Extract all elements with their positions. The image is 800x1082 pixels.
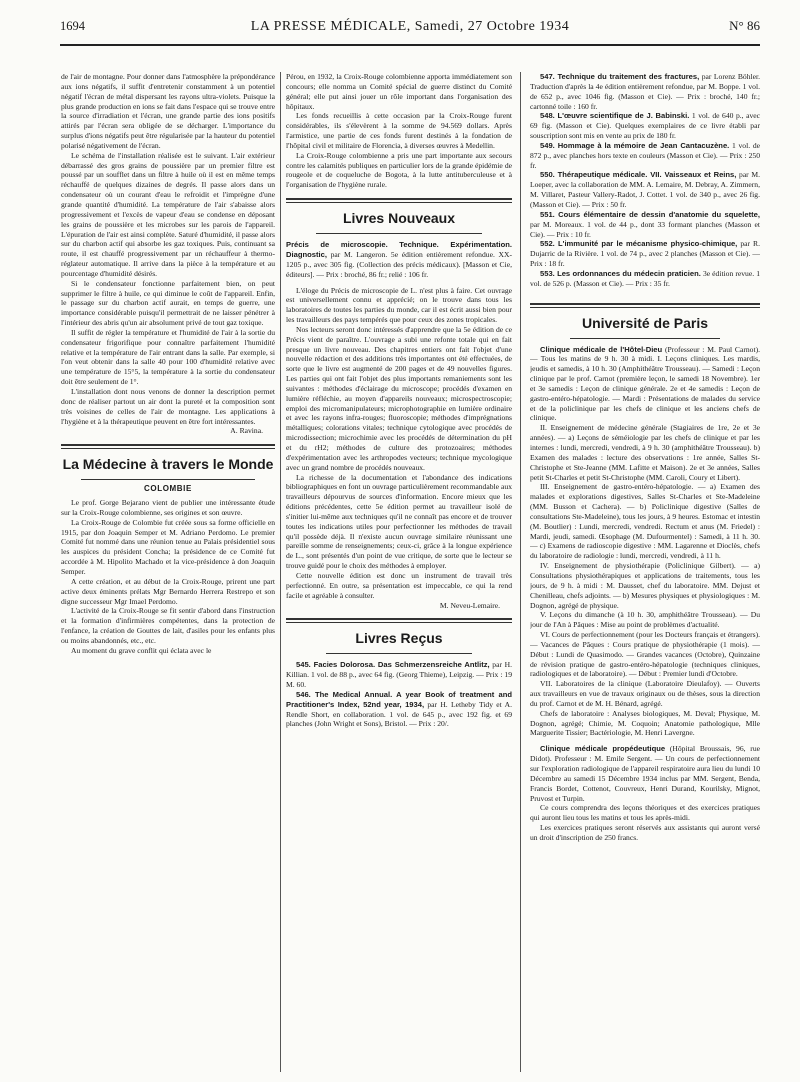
paragraph: IV. Enseignement de physiothérapie (Policlinique Gilbert). — a) Consultations physiothérapiques et applications de traitements, tous les jours, de 9 h. à midi : M. Dausset, chef du laboratoire. MM. Dejust et Chenilleau, chefs adjoints. — b) Mesures physiques et physiologiques : M. Dognon, agrégé de physique. bbox=[530, 561, 760, 610]
section-heading-livres-nouveaux: Livres Nouveaux bbox=[342, 210, 456, 227]
clinic-entry-hotel-dieu: Clinique médicale de l'Hôtel-Dieu (Professeur : M. Paul Carnot). — Tous les matins de 9 h. 30 à midi. I. Leçons cliniques. Les mardis, jeudis et samedis, à 10 h. 30 (Amphithéâtre Trousseau). — Samedi : Leçon clinique par le prof. Carnot (première leçon, le samedi 18 Novembre). 1er et 3e samedis : Leçon de clinique générale. 2e et 4e samedis : Leçon de gastro-entéro-hépatologie. — Mardi : Présentations de malades du service et de la policlinique par les chefs de clinique et les anciens chefs de clinique. bbox=[530, 344, 760, 423]
page-header bbox=[60, 18, 760, 40]
section-rule bbox=[530, 303, 760, 308]
paragraph: L'activité de la Croix-Rouge se fit sentir d'abord dans l'instruction et la formation d'infirmières compétentes, dans la protection de l'enfance, la création de Gouttes de lait, d'asiles pour les enfants plus ou moins abandonnés, etc., etc. bbox=[61, 606, 275, 645]
issue-number: N° 86 bbox=[729, 18, 760, 33]
heading-rule bbox=[570, 338, 720, 339]
paragraph: Ce cours comprendra des leçons théoriques et des exercices pratiques qui auront lieu tous les matins et tous les après-midi. bbox=[530, 803, 760, 823]
received-book-553: 553. Les ordonnances du médecin praticien. 3e édition revue. 1 vol. de 526 p. (Masson et Cie). — Prix : 35 fr. bbox=[530, 268, 760, 288]
paragraph: Il suffit de régler la température et l'humidité de l'air à la sortie du condensateur frigorifique pour connaître parfaitement l'humidité relative et la température de l'air entrant dans la salle. Par exemple, si l'on veut obtenir dans la salle 40 pour 100 d'humidité relative avec une température de 15°5, la température à la sortie du condensateur doit être seulement de 1°. bbox=[61, 327, 275, 387]
paragraph: III. Enseignement de gastro-entéro-hépatologie. — a) Examen des malades et explorations digestives, Salles St-Charles et Ste-Madeleine (MM. Busson et Cachera). — b) Policlinique digestive (Salles de consultations Ste-Madeleine), tous les jours, à 9 heures. Estomac et intestin (M. Boutlier) : Lundi, mercredi, vendredi. Rectum et anus (M. Friedel) : Mardi, jeudi, samedi. Œsophage (M. Dufourmentel) : Samedi, à 11 h. 30. — c) Examens de radioscopie digestive : MM. Lagarenne et Dioclès, chefs du laboratoire de radiologie : lundi, mercredi, vendredi, à 11 h. bbox=[530, 482, 760, 561]
column-3 bbox=[530, 72, 760, 1072]
paragraph: A cette création, et au début de la Croix-Rouge, prirent une part active deux éminents prélats Mgr Bernardo Herrera Restrepo et son digne successeur Mgr Imael Perdomo. bbox=[61, 576, 275, 606]
column-divider bbox=[520, 72, 521, 1072]
journal-title: LA PRESSE MÉDICALE, Samedi, 27 Octobre 1934 bbox=[250, 19, 570, 34]
received-book-549: 549. Hommage à la mémoire de Jean Cantacuzène. 1 vol. de 872 p., avec planches hors texte en couleurs (Masson et Cie). — Prix : 250 fr. bbox=[530, 140, 760, 170]
paragraph: V. Leçons du dimanche (à 10 h. 30, amphithéâtre Trousseau). — Du jour de l'An à Pâques : Mise au point de problèmes d'actualité. bbox=[530, 610, 760, 630]
section-heading-universite: Université de Paris bbox=[581, 314, 709, 331]
received-book-545: 545. Facies Dolorosa. Das Schmerzensreiche Antlitz, par H. Killian. 1 vol. de 88 p., avec 64 fig. (Georg Thieme), Leipzig. — Prix : 19 M. 60. bbox=[286, 660, 512, 690]
heading-rule bbox=[326, 653, 472, 654]
clinic-entry-propedeutique: Clinique médicale propédeutique (Hôpital Broussais, 96, rue Didot). Professeur : M. Emile Sergent. — Un cours de perfectionnement sur l'exploration radiologique de l'appareil respiratoire aura lieu du lundi 10 Décembre au samedi 15 Décembre 1934 inclus par MM. Sergent, Benda, Francis Bordet, Cottenot, Couvreux, Henri Durand, Kourilsky, Mignot, Pruvost et Turpin. bbox=[530, 744, 760, 803]
subheading-colombie: COLOMBIE bbox=[144, 484, 192, 494]
received-book-546: 546. The Medical Annual. A year Book of treatment and Practitioner's Index, 52nd year, 1934, par H. Letheby Tidy et A. Rendle Short, en collaboration. 1 vol. de 645 p., avec 192 fig. et 69 planches (John Wright et Sons), Bristol. — Prix : 20/. bbox=[286, 689, 512, 729]
section-heading-livres-recus: Livres Reçus bbox=[355, 630, 443, 647]
paragraph: Chefs de laboratoire : Analyses biologiques, M. Deval; Physique, M. Dognon, agrégé; Chimie, M. Coquoin; Anatomie pathologique, Mlle Marguerite Tissier; Bactériologie, M. Henri Lavergne. bbox=[530, 708, 760, 738]
clinic-title: Clinique médicale propédeutique bbox=[540, 744, 666, 754]
paragraph: Le prof. Gorge Bejarano vient de publier une intéressante étude sur la Croix-Rouge colombienne, ses origines et son œuvre. bbox=[61, 498, 275, 517]
section-rule bbox=[286, 618, 512, 623]
section-rule bbox=[286, 198, 512, 203]
paragraph: de l'air de montagne. Pour donner dans l'atmosphère la prépondérance aux ions négatifs, il suffit d'entretenir constamment à un potentiel négatif l'écran de métal dispersant les rayons ultra-violets. Puisque la plus grande production en ions se fait dans l'espace qui se trouve entre la source d'irradiation et l'écran, une grande partie des ions positifs attirés par l'écran sera obligée de se décharger. L'importance du surplus d'ions négatifs peut être régularisée par la hauteur du potentiel polarisé négativement de l'écran. bbox=[61, 72, 275, 150]
column-divider bbox=[280, 72, 281, 1072]
paragraph: Le schéma de l'installation réalisée est le suivant. L'air extérieur débarrassé des gros grains de poussière par un premier filtre est poussé par un soufflet dans un filtre à huile où il est en même temps réchauffé de quelques dizaines de degrés. Il passe alors dans un condensateur où un courant d'eau le refroidit et l'imprègne d'une grande quantité d'humidité. La température de l'air s'abaisse alors progressivement et l'excès de vapeur d'eau se condense en déposant les grains de poussière et les microbes sur les parois de l'appareil. L'épuration de l'air est ainsi complète. Saturé d'humidité, il passe alors sur du charbon actif qui absorbe les gaz toxiques. Puis, continuant sa route, il est chauffé progressivement par un réchauffeur à thermo-réglateur automatique. Il arrive dans la pièce à la température et au pourcentage d'humidité désirés. bbox=[61, 150, 275, 278]
paragraph: Cette nouvelle édition est donc un instrument de travail très perfectionné. En outre, sa présentation est impeccable, ce qui la rend facile et agréable à consulter. bbox=[286, 570, 512, 600]
received-book-547: 547. Technique du traitement des fractures, par Lorenz Böhler. Traduction d'après la 4e édition entièrement refondue, par M. Boppe. 1 vol. de 652 p., avec 1046 fig. (Masson et Cie). — Prix : broché, 140 fr.; cartonné toile : 160 fr. bbox=[530, 72, 760, 111]
paragraph: La Croix-Rouge colombienne a pris une part importante aux secours contre les calamités publiques en particulier lors de la grande épidémie de rougeole et de coqueluche de Bogota, à la lutte antituberculeuse et à l'organisation de l'hygiène rurale. bbox=[286, 150, 512, 190]
paragraph: Au moment du grave conflit qui éclata avec le bbox=[71, 645, 212, 655]
book-entry bbox=[286, 240, 512, 279]
page-number: 1694 bbox=[60, 19, 85, 33]
paragraph: VII. Laboratoires de la clinique (Laboratoire Dieulafoy). — Ouverts aux travailleurs en vue de travaux originaux ou de thèses, sous la direction du prof. Carnot et de M. H. Bénard, agrégé. bbox=[530, 679, 760, 708]
received-book-548: 548. L'œuvre scientifique de J. Babinski. 1 vol. de 640 p., avec 69 fig. (Masson et Cie). Quelques exemplaires de ce livre établi par souscription sont mis en vente au prix de 180 fr. bbox=[530, 111, 760, 141]
column-2 bbox=[286, 72, 512, 1072]
paragraph: Si le condensateur fonctionne parfaitement bien, on peut supprimer le filtre à huile, ce qui diminue le coût de l'appareil. Enfin, le passage sur du charbon actif aurait, en temps de guerre, une importance considérable puisqu'il permettrait de ne laisser pénétrer à l'intérieur des abris qu'un air absolument privé de tout gaz toxique. bbox=[61, 278, 275, 328]
paragraph: La richesse de la documentation et l'abondance des indications bibliographiques en font un ouvrage particulièrement recommandable aux travailleurs dépourvus de sources d'information. Encore mieux que les éditions précédentes, cette 5e édition permet au travailleur isolé de s'initier lui-même aux techniques qu'il ne connaît pas encore et de trouver toutes les indications utiles pour perfectionner les méthodes de travail qu'il possède déjà. Il n'existe aucun ouvrage similaire réunissant une pareille somme de renseignements; ceux-ci, grâce à la longue expérience de L., sont présentés d'un point de vue critique, de sorte que le lecteur se trouve guidé pour le choix des méthodes à employer. bbox=[286, 472, 512, 571]
received-book-550: 550. Thérapeutique médicale. VII. Vaisseaux et Reins, par M. Loeper, avec la collaboration de MM. A. Lemaire, M. Debray, A. Zimmern, M. Villaret, Pasteur Vallery-Radot, J. Cottet. 1 vol. de 340 p., avec 26 fig. (Masson et Cie). — Prix : 50 fr. bbox=[530, 170, 760, 209]
column-1 bbox=[61, 72, 275, 1072]
heading-rule bbox=[81, 479, 255, 480]
section-heading-medecine: La Médecine à travers le Monde bbox=[62, 456, 274, 473]
clinic-title: Clinique médicale de l'Hôtel-Dieu bbox=[540, 344, 663, 354]
paragraph: Les exercices pratiques seront réservés aux assistants qui auront versé un droit d'inscription de 250 francs. bbox=[530, 823, 760, 842]
paragraph: L'éloge du Précis de microscopie de L. n'est plus à faire. Cet ouvrage est universellement connu et apprécié; on le trouve dans tous les laboratoires de toutes les parties du monde, car il est écrit aussi bien pour les travailleurs des pays tempérés que pour ceux des zones tropicales. bbox=[286, 285, 512, 325]
paragraph: Les fonds recueillis à cette occasion par la Croix-Rouge furent considérables, ils s'élevèrent à la somme de 94.569 dollars. Après l'armistice, une partie de ces fonds furent destinés à la fondation de l'hôpital civil et militaire de Florencia, à diverses œuvres à Medellin. bbox=[286, 111, 512, 150]
paragraph: Pérou, en 1932, la Croix-Rouge colombienne apporta immédiatement son concours; elle nomma un Comité spécial de guerre distinct du Comité général; elle put ainsi jouer un rôle important dans l'organisation des hôpitaux. bbox=[286, 72, 512, 111]
book-reference: par M. Langeron. 5e édition entièrement refondue. XX-1205 p., avec 305 fig. (Collection des précis médicaux). [Masson et Cie, éditeurs]. — Prix : broché, 86 fr.; relié : 106 fr. bbox=[286, 249, 512, 279]
paragraph: L'installation dont nous venons de donner la description permet donc de réaliser partout un air dont la pureté et la composition sont très voisines de celles de l'air de montagne. Les applications à l'hygiène et à la thérapeutique peuvent en être fort intéressantes. bbox=[61, 387, 275, 426]
header-rule bbox=[60, 44, 760, 46]
paragraph: VI. Cours de perfectionnement (pour les Docteurs français et étrangers). — Vacances de Pâques : Cours pratique de physiothérapie (1 mois). — Début : Lundi de Quasimodo. — Grandes vacances (Octobre), Quinzaine de révision pratique de gastro-entéro-hépatologie (techniques cliniques, radiologiques et de laboratoire). — Début : Premier lundi d'Octobre. bbox=[530, 630, 760, 679]
section-rule bbox=[61, 444, 275, 449]
received-book-552: 552. L'immunité par le mécanisme physico-chimique, par R. Dujarric de la Rivière. 1 vol. de 74 p., avec 2 planches (Masson et Cie). — Prix : 18 fr. bbox=[530, 239, 760, 269]
received-book-551: 551. Cours élémentaire de dessin d'anatomie du squelette, par M. Moreaux. 1 vol. de 44 p., dont 33 formant planches (Masson et Cie). — Prix : 10 fr. bbox=[530, 209, 760, 239]
author-signature: A. Ravina. bbox=[230, 426, 263, 436]
review-signature: M. Neveu-Lemaire. bbox=[439, 600, 500, 610]
book-title: Précis de microscopie. Technique. Expérimentation. Diagnostic, bbox=[286, 240, 512, 259]
paragraph: II. Enseignement de médecine générale (Stagiaires de 1re, 2e et 3e années). — a) Leçons de séméiologie par les chefs de clinique et par les internes : lundi, mercredi, vendredi, à 9 h. 30 (amphithéâtre Trousseau). b) Examen des malades : lecture des observations : 1re année, Salles St-Christophe et Ste-Jeanne (MM. Lafitte et Maison). 2e et 3e années, Salles petit St-Charles et petit St-Christophe (MM. Caroli, Coury et Libert). bbox=[530, 423, 760, 482]
heading-rule bbox=[316, 233, 482, 234]
paragraph: La Croix-Rouge de Colombie fut créée sous sa forme officielle en 1915, par don Joaquin Semper et M. Adriano Perdomo. Le premier Comité fut nommé dans une réunion tenue au Palais présidentiel sous les auspices du président Concha; la présidence de ce Comité fut accordée à M. Hipolito Machado et la vice-présidence à don Joaquin Semper. bbox=[61, 517, 275, 576]
paragraph: Nos lecteurs seront donc intéressés d'apprendre que la 5e édition de ce Précis vient de paraître. L'ouvrage a subi une refonte totale qui en fait presque un livre nouveau. Des chapitres entiers ont fait l'objet d'une nouvelle rédaction et des additions très importantes ont été effectuées, de sorte que le livre est augmenté de 200 pages et de 49 nouvelles figures. Les parties qui ont fait l'objet des plus importants remaniements sont les suivantes : méthodes d'éclairage du microscope; procédés d'examen en lumière réfléchie, au moyen d'appareils nouveaux; microspectroscopie; emploi des micromanipulateurs; microphotographie en lumière ordinaire et avec les rayons infra-rouges; fluoroscopie; méthodes d'imprégnations métalliques; colorations vitales; technique cytologique avec procédés de microdissection; microchimie avec les procédés de détermination du pH et du rH2; méthodes de culture des protozoaires; méthodes d'expérimentation avec les arthropodes vecteurs; technique mycologique avec un grand nombre de procédés nouveaux. bbox=[286, 324, 512, 472]
